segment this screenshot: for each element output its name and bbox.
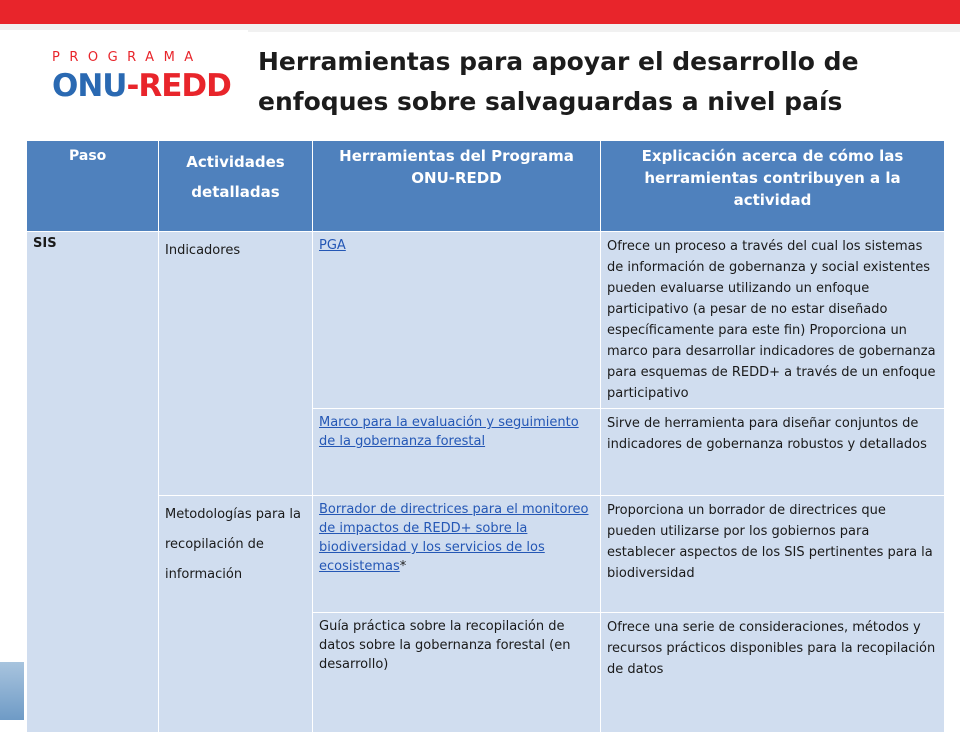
side-decoration <box>0 662 24 720</box>
tool-cell <box>313 232 601 409</box>
paso-cell: SIS <box>27 232 159 733</box>
table-row <box>27 496 945 613</box>
header-herramientas: Herramientas del Programa ONU-REDD <box>313 141 601 232</box>
explanation-cell: Proporciona un borrador de directrices que pueden utilizarse por los gobiernos para establecer aspectos de los SIS pertinentes para la biodiversidad <box>601 496 945 613</box>
activity-cell-metodologias: Metodologías para la recopilación de información <box>159 496 313 733</box>
tool-link-marco-gobernanza[interactable]: Marco para la evaluación y seguimiento de la gobernanza forestal <box>319 415 579 449</box>
top-red-bar <box>0 0 960 24</box>
tool-link-borrador-directrices[interactable]: Borrador de directrices para el monitoreo de impactos de REDD+ sobre la biodiversidad y los servicios de los ecosistemas <box>319 502 589 574</box>
tool-link-pga[interactable]: PGA <box>319 238 346 253</box>
activity-cell-indicadores: Indicadores <box>159 232 313 496</box>
header-actividades: Actividades detalladas <box>159 141 313 232</box>
table-header-row <box>27 141 945 232</box>
table-row <box>27 232 945 409</box>
explanation-cell: Ofrece un proceso a través del cual los sistemas de información de gobernanza y social existentes pueden evaluarse utilizando un enfoque participativo (a pesar de no estar diseñado específicamente para este fin) Proporciona un marco para desarrollar indicadores de gobernanza para esquemas de REDD+ a través de un enfoque participativo <box>601 232 945 409</box>
logo <box>0 30 248 128</box>
tools-table <box>26 140 945 733</box>
title-box <box>248 32 960 128</box>
logo-program-text: PROGRAMA <box>52 50 203 65</box>
tool-cell <box>313 409 601 496</box>
explanation-cell: Sirve de herramienta para diseñar conjuntos de indicadores de gobernanza robustos y detallados <box>601 409 945 496</box>
page-title: Herramientas para apoyar el desarrollo de enfoques sobre salvaguardas a nivel país <box>258 47 859 116</box>
logo-dash: - <box>126 68 139 104</box>
tool-cell: Guía práctica sobre la recopilación de datos sobre la gobernanza forestal (en desarrollo) <box>313 613 601 733</box>
tool-cell <box>313 496 601 613</box>
tool-suffix: * <box>399 559 407 574</box>
explanation-cell: Ofrece una serie de consideraciones, métodos y recursos prácticos disponibles para la recopilación de datos <box>601 613 945 733</box>
logo-onu-redd-text <box>52 68 231 104</box>
logo-onu: ONU <box>52 68 127 104</box>
logo-redd: REDD <box>138 68 231 104</box>
header-paso: Paso <box>27 141 159 232</box>
header-explicacion: Explicación acerca de cómo las herramientas contribuyen a la actividad <box>601 141 945 232</box>
